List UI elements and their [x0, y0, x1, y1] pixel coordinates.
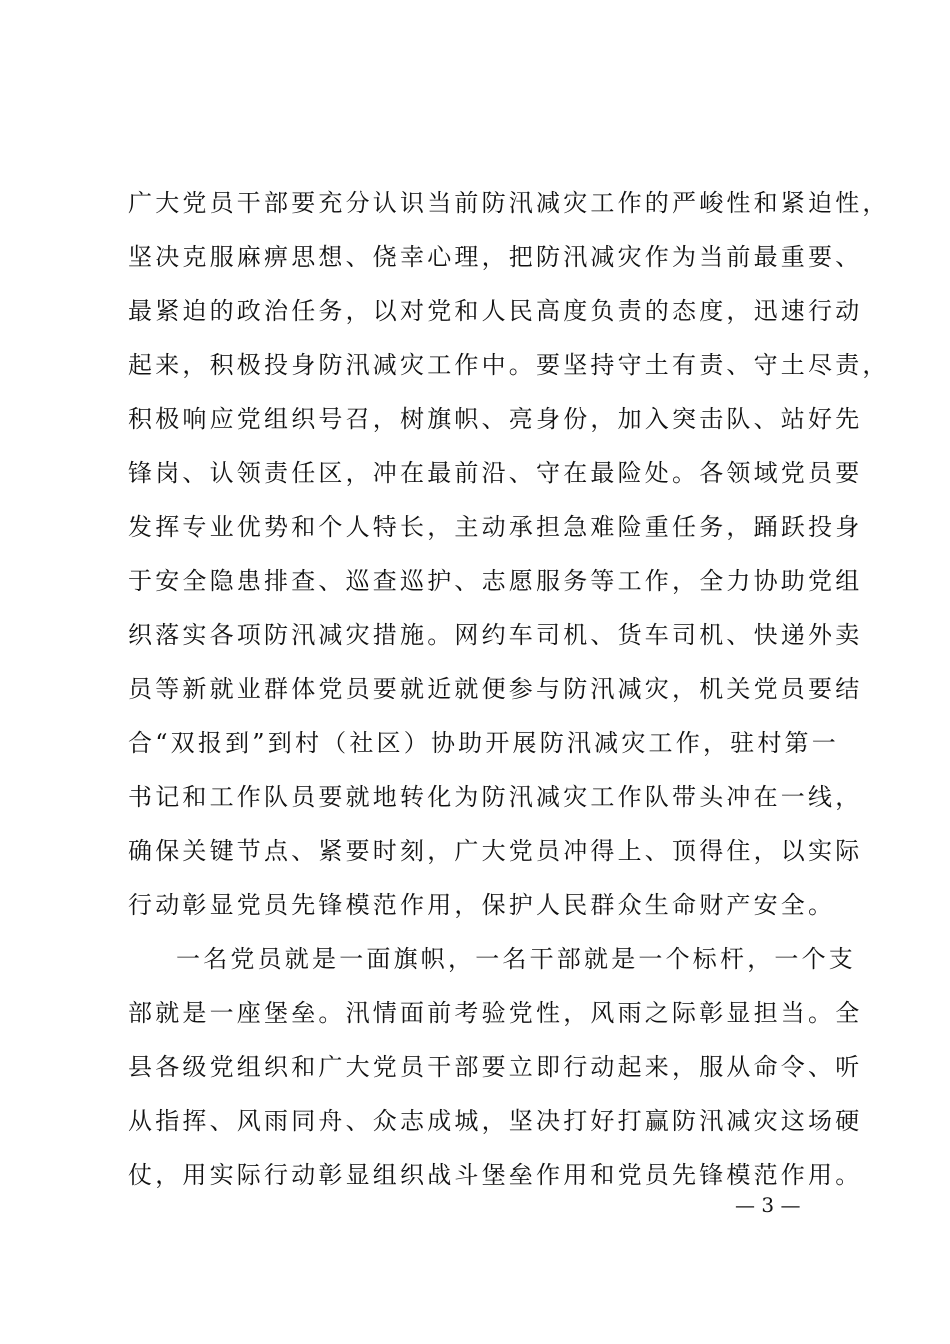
- text-line-indented: 一名党员就是一面旗帜，一名干部就是一个标杆，一个支: [176, 945, 856, 973]
- text-line: 部就是一座堡垒。汛情面前考验党性，风雨之际彰显担当。全: [128, 999, 863, 1027]
- text-line: 坚决克服麻痹思想、侥幸心理，把防汛减灾作为当前最重要、: [128, 243, 863, 271]
- text-line: 合“双报到”到村（社区）协助开展防汛减灾工作，驻村第一: [128, 729, 839, 757]
- text-line: 确保关键节点、紧要时刻，广大党员冲得上、顶得住，以实际: [128, 837, 863, 865]
- text-line: 于安全隐患排查、巡查巡护、志愿服务等工作，全力协助党组: [128, 567, 863, 595]
- paragraph-2: [128, 932, 863, 1202]
- text-line: 从指挥、风雨同舟、众志成城，坚决打好打赢防汛减灾这场硬: [128, 1107, 863, 1135]
- text-line: 发挥专业优势和个人特长，主动承担急难险重任务，踊跃投身: [128, 513, 863, 541]
- text-line: 锋岗、认领责任区，冲在最前沿、守在最险处。各领域党员要: [128, 459, 863, 487]
- page-number: — 3 —: [735, 1193, 801, 1217]
- text-line: 仗，用实际行动彰显组织战斗堡垒作用和党员先锋模范作用。: [128, 1161, 863, 1189]
- text-line: 行动彰显党员先锋模范作用，保护人民群众生命财产安全。: [128, 891, 836, 919]
- text-line: 广大党员干部要充分认识当前防汛减灾工作的严峻性和紧迫性，: [128, 189, 890, 217]
- text-line: 县各级党组织和广大党员干部要立即行动起来，服从命令、听: [128, 1053, 863, 1081]
- text-line: 员等新就业群体党员要就近就便参与防汛减灾，机关党员要结: [128, 675, 863, 703]
- body-text: [128, 176, 890, 1202]
- text-line: 最紧迫的政治任务，以对党和人民高度负责的态度，迅速行动: [128, 297, 863, 325]
- text-line: 起来，积极投身防汛减灾工作中。要坚持守土有责、守土尽责，: [128, 351, 890, 379]
- text-line: 积极响应党组织号召，树旗帜、亮身份，加入突击队、站好先: [128, 405, 863, 433]
- paragraph-1: [128, 176, 890, 932]
- text-line: 书记和工作队员要就地转化为防汛减灾工作队带头冲在一线，: [128, 783, 863, 811]
- text-line: 织落实各项防汛减灾措施。网约车司机、货车司机、快递外卖: [128, 621, 863, 649]
